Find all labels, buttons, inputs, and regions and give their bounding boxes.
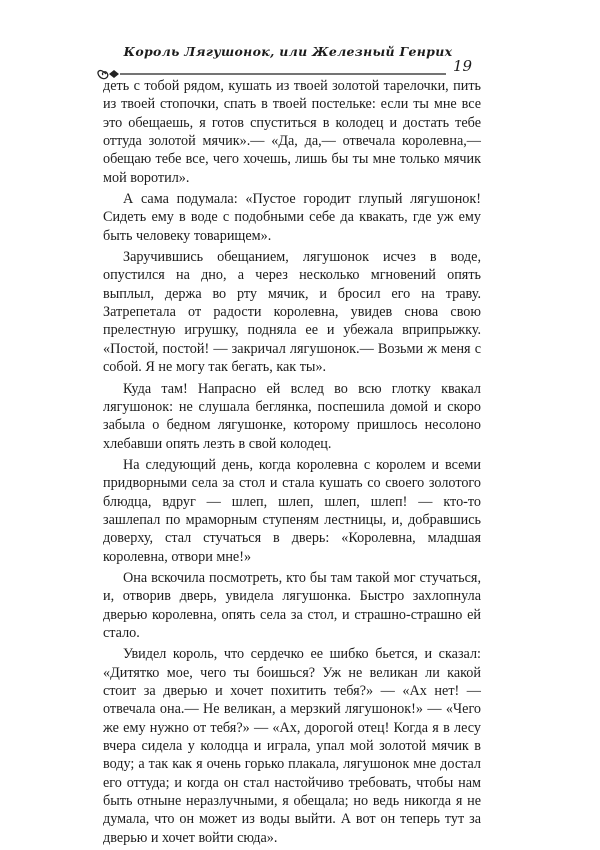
- paragraph: Она вскочила посмотреть, кто бы там такой мог стучаться, и, отворив дверь, увидела лягушонка. Быстро захлопнула дверью королевна, опять села за стол, и страшно-страшно ей стало.: [103, 569, 481, 641]
- paragraph: Куда там! Напрасно ей вслед во всю глотку квакал лягушонок: не слушала беглянка, поспешила домой и скоро забыла о бедном лягушонке, которому пришлось несолоно хлебавши опять лезть в свой колодец.: [103, 380, 481, 452]
- paragraph: Увидел король, что сердечко ее шибко бьется, и сказал: «Дитятко мое, чего ты боишься? Уж не великан ли какой стоит за дверью и хочет похитить тебя?» — «Ах нет! — отвечала она.— Не великан, а мерзкий лягушонок!» — «Чего же ему нужно от тебя?» — «Ах, дорогой отец! Когда я в лесу вчера сидела у колодца и играла, упал мой золотой мячик в воду; а так как я очень горько плакала, лягушонок мне достал его оттуда; и когда он стал настойчиво требовать, чтобы нам быть отныне неразлучными, я обещала; но ведь никогда я не думала, что он может из воды выйти. А вот он теперь тут за дверью и хочет войти сюда».: [103, 646, 481, 846]
- running-title: Король Лягушонок, или Железный Генрих: [123, 44, 453, 59]
- paragraph: Заручившись обещанием, лягушонок исчез в воде, опустился на дно, а через несколько мгновений опять выплыл, держа во рту мячик, и бросил его на траву. Затрепетала от радости королевна, увидев снова свою прелестную игрушку, подняла ее и убежала вприпрыжку. «Постой, постой! — закричал лягушонок.— Возьми ж меня с собой. Я не могу так бегать, как ты».: [103, 249, 481, 376]
- paragraph: А сама подумала: «Пустое городит глупый лягушонок! Сидеть ему в воде с подобными себе да квакать, где уж ему быть человеку товарищем».: [103, 191, 481, 244]
- page-number: 19: [453, 57, 473, 75]
- paragraph: деть с тобой рядом, кушать из твоей золотой тарелочки, пить из твоей стопочки, спать в твоей постельке: если ты мне все это обещаешь, я готов спуститься в колодец и достать тебе оттуда золотой мячик».— «Да, да,— отвечала королевна,— обещаю тебе все, чего хочешь, лишь бы ты мне только мячик мой воротил».: [103, 78, 481, 186]
- body-text: [103, 77, 481, 850]
- paragraph: На следующий день, когда королевна с королем и всеми придворными села за стол и стала кушать со своего золотого блюдца, вдруг — шлеп, шлеп, шлеп, шлеп! — кто-то зашлепал по мраморным ступеням лестницы, и, добравшись доверху, стал стучаться в дверь: «Королевна, младшая королевна, отвори мне!»: [103, 456, 481, 565]
